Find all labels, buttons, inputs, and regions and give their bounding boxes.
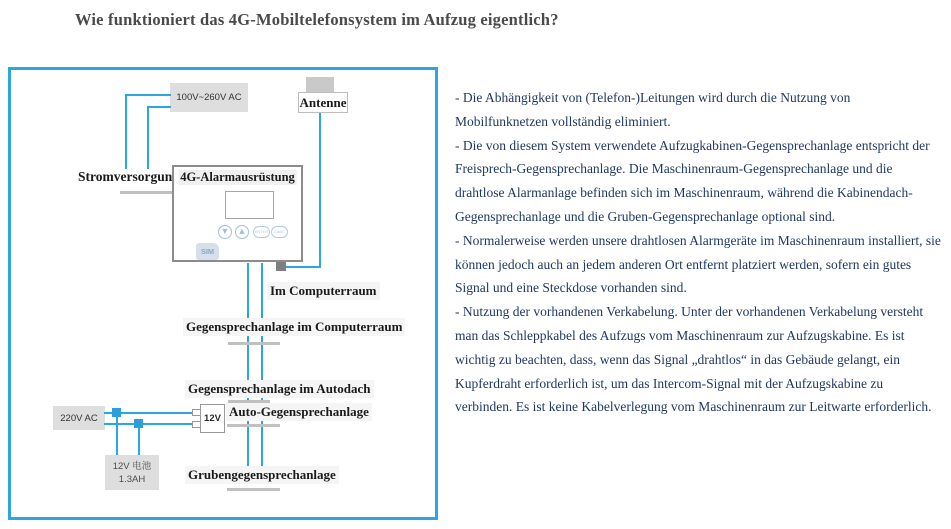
battery-box <box>105 455 159 490</box>
antenna-wire-v <box>319 113 321 268</box>
description-paragraph: - Die Abhängigkeit von (Telefon-)Leitungen wird durch die Nutzung von Mobilfunknetzen vollständig eliminiert. <box>455 90 851 129</box>
power-wire-2-h <box>147 106 171 108</box>
power-wire-2-v <box>147 106 149 169</box>
alarm-unit-title: 4G-Alarmausrüstung <box>180 170 295 184</box>
power-supply-underline <box>120 191 174 194</box>
mains-wire-2 <box>104 423 198 425</box>
power-supply-label: Stromversorgun <box>78 169 173 184</box>
antenna-connector <box>276 261 286 271</box>
power-input-box: 100V~260V AC <box>170 83 248 112</box>
twelve-volt-label: 12V <box>204 413 221 424</box>
up-arrow-icon: ▲ <box>235 225 249 239</box>
cancel-button: CANC <box>271 226 288 238</box>
alarm-unit-box <box>172 165 303 262</box>
enter-button: ENTER <box>253 226 270 238</box>
intercom-computer-room-underline <box>228 342 280 345</box>
wiring-diagram-panel <box>8 67 438 520</box>
sim-card-icon: SIM <box>196 243 219 260</box>
trunk-wire-2 <box>261 263 263 468</box>
description-text <box>455 86 942 419</box>
adapter-pin-1 <box>192 409 201 416</box>
description-paragraph: - Die von diesem System verwendete Aufzugkabinen-Gegensprechanlage entspricht der Freisprech-Gegensprechanlage. Die Maschinenraum-Gegensprechanlage und die drahtlose Alarmanlage befinden sich im Maschinenraum, während die Kabinendach-Gegensprechanlage und die Gruben-Gegensprechanlage optional sind. <box>455 137 930 224</box>
page-title: Wie funktioniert das 4G-Mobiltelefonsystem im Aufzug eigentlich? <box>75 10 559 29</box>
intercom-computer-room-label: Gegensprechanlage im Computerraum <box>183 318 405 336</box>
battery-wire-1 <box>116 416 118 455</box>
pit-intercom-underline <box>227 488 280 491</box>
adapter-pin-2 <box>192 421 201 428</box>
car-intercom-underline <box>227 424 280 427</box>
alarm-unit-display <box>225 191 274 219</box>
mains-box: 220V AC <box>53 406 105 430</box>
down-arrow-icon: ▼ <box>218 225 232 239</box>
antenna-icon <box>306 77 334 92</box>
power-wire-1-h <box>125 94 171 96</box>
antenna-wire-h <box>283 266 321 268</box>
battery-label-line1: 12V 电池 <box>112 460 152 472</box>
battery-label-line2: 1.3AH <box>118 473 146 485</box>
description-paragraph: - Normalerweise werden unsere drahtlosen Alarmgeräte im Maschinenraum installiert, sie können jedoch auch an jedem anderen Ort entfernt platziert werden, sofern ein gutes Signal und eine Steckdose vorhanden sind. <box>455 232 941 296</box>
description-paragraph: - Nutzung der vorhandenen Verkabelung. Unter der vorhandenen Verkabelung versteht man das Schleppkabel des Aufzugs vom Maschinenraum zur Aufzugskabine. Es ist wichtig zu beachten, dass, wenn das Signal „drahtlos“ in das Gebäude gelangt, ein Kupferdraht erforderlich ist, um das Intercom-Signal mit der Aufzugskabine zu verbinden. Es ist keine Kabelverlegung vom Maschinenraum zur Leitwarte erforderlich. <box>455 304 932 415</box>
trunk-wire-1 <box>247 263 249 468</box>
battery-wire-2 <box>138 427 140 455</box>
car-intercom-label: Auto-Gegensprechanlage <box>226 403 372 421</box>
pit-intercom-label: Grubengegensprechanlage <box>185 466 339 484</box>
computer-room-label: Im Computerraum <box>267 282 380 300</box>
intercom-cartop-label: Gegensprechanlage im Autodach <box>185 380 374 398</box>
antenna-label: Antenne <box>298 92 348 113</box>
power-wire-1-v <box>125 94 127 169</box>
twelve-volt-adapter <box>200 404 225 433</box>
